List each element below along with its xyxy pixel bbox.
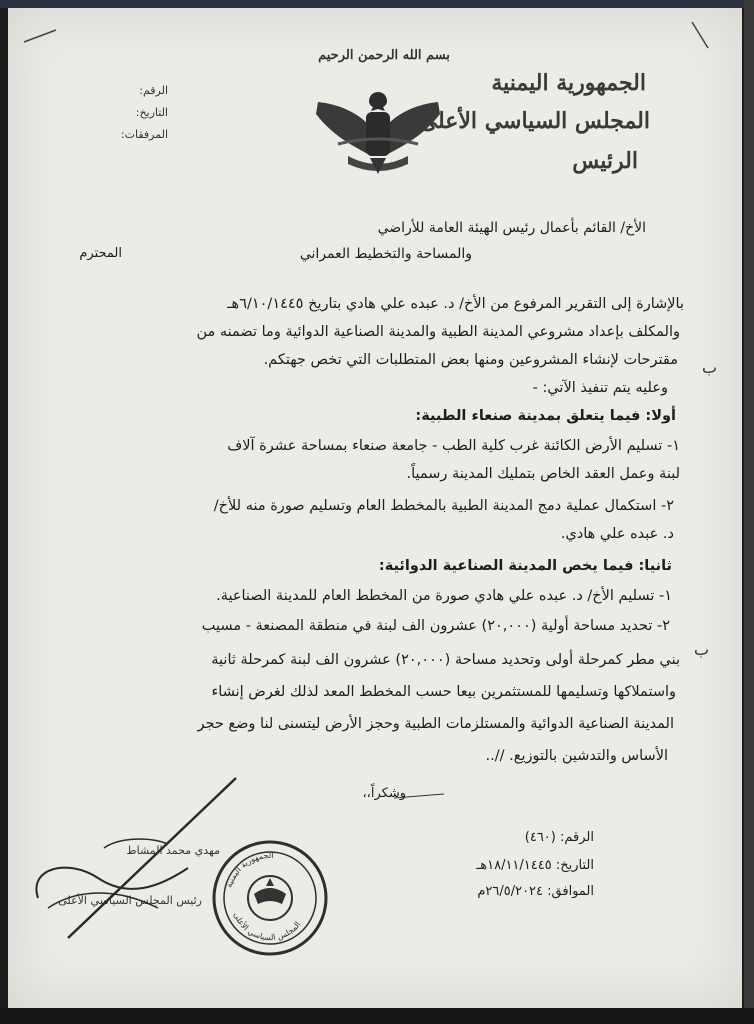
footer-date-greg: الموافق: ٢٦/٥/٢٠٢٤م (477, 884, 594, 899)
margin-mark-1: ب (702, 358, 718, 377)
closing: وشكراً،، (362, 786, 406, 801)
section-one-heading: أولا: فيما يتعلق بمدينة صنعاء الطبية: (415, 408, 676, 424)
footer-date-hijri: التاريخ: ١٨/١١/١٤٤٥هـ (476, 858, 594, 873)
body-line-9: د. عبده علي هادي. (560, 526, 674, 542)
footer-number: الرقم: (٤٦٠) (524, 830, 594, 845)
body-line-3: مقترحات لإنشاء المشروعين ومنها بعض المتطلبات التي تخص جهتكم. (263, 352, 678, 368)
signatory-name: مهدي محمد المشاط (126, 844, 220, 857)
body-line-7: لبنة وعمل العقد الخاص بتمليك المدينة رسمياً. (406, 466, 680, 482)
margin-mark-2: ب (694, 640, 710, 659)
addressee-line1: الأخ/ القائم بأعمال رئيس الهيئة العامة للأراضي (377, 220, 646, 236)
body-line-4: وعليه يتم تنفيذ الآتي: - (532, 380, 668, 396)
top-edge (0, 0, 754, 8)
meta-number-label: الرقم: (139, 84, 168, 97)
bottom-edge (0, 1008, 754, 1024)
right-edge (744, 0, 754, 1024)
body-line-2: والمكلف بإعداد مشروعي المدينة الطبية والمدينة الصناعية الدوائية وما تضمنه من (196, 324, 680, 340)
svg-text:المجلس السياسي الأعلى: المجلس السياسي الأعلى (231, 911, 303, 943)
section-two-heading: ثانيا: فيما يخص المدينة الصناعية الدوائية: (378, 558, 672, 574)
header-president: الرئيس (572, 148, 638, 174)
body-line-6: ١- تسليم الأرض الكائنة غرب كلية الطب - جامعة صنعاء بمساحة عشرة آلاف (227, 438, 680, 454)
letter-page (8, 8, 742, 1008)
svg-text:الجمهورية اليمنية: الجمهورية اليمنية (224, 850, 274, 889)
header-council: المجلس السياسي الأعلى (419, 108, 650, 134)
body-line-13: بني مطر كمرحلة أولى وتحديد مساحة (٢٠,٠٠٠) عشرون الف لبنة كمرحلة ثانية (211, 652, 680, 668)
meta-attachments-label: المرفقات: (120, 128, 168, 141)
body-line-15: المدينة الصناعية الدوائية والمستلزمات الطبية وحجز الأرض ليتسنى لنا وضع حجر (197, 716, 674, 732)
body-line-11: ١- تسليم الأخ/ د. عبده علي هادي صورة من المخطط العام للمدينة الصناعية. (216, 588, 672, 604)
basmala: بسم الله الرحمن الرحيم (318, 48, 450, 63)
addressee-line2: والمساحة والتخطيط العمراني (299, 246, 472, 262)
body-line-16: الأساس والتدشين بالتوزيع. //.. (485, 748, 668, 764)
signatory-title: رئيس المجلس السياسي الأعلى (58, 894, 202, 907)
body-line-1: بالإشارة إلى التقرير المرفوع من الأخ/ د. عبده علي هادي بتاريخ ٦/١٠/١٤٤٥هـ (227, 296, 684, 312)
body-line-8: ٢- استكمال عملية دمج المدينة الطبية بالمخطط العام وتسليم صورة منه للأخ/ (213, 498, 674, 514)
official-stamp-icon (210, 838, 330, 958)
meta-date-label: التاريخ: (135, 106, 168, 119)
body-line-12: ٢- تحديد مساحة أولية (٢٠,٠٠٠) عشرون الف لبنة في منطقة المصنعة - مسيب (201, 618, 670, 634)
header-country: الجمهورية اليمنية (491, 70, 646, 96)
body-line-14: واستملاكها وتسليمها للمستثمرين بيعا حسب المخطط المعد لذلك لغرض إنشاء (211, 684, 676, 700)
addressee-honorific: المحترم (79, 246, 122, 261)
